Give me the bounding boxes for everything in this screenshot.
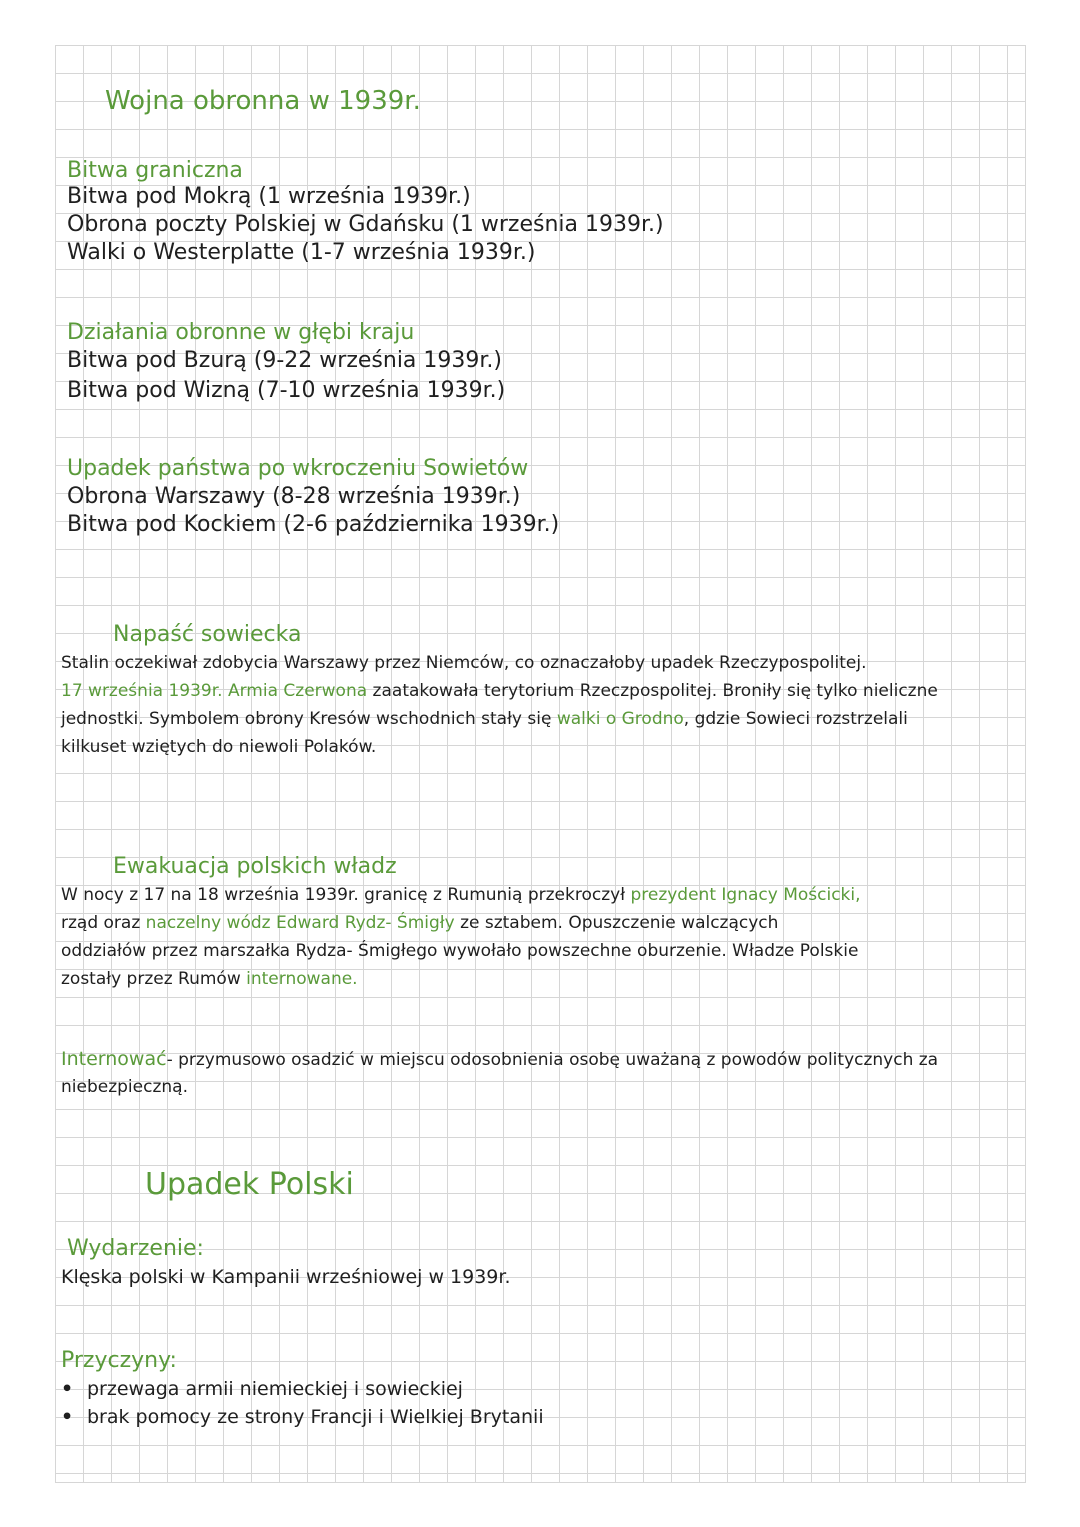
section-title-soviet-invasion: Napaść sowiecka <box>113 622 302 647</box>
list-item-text: brak pomocy ze strony Francji i Wielkiej Brytanii <box>87 1406 544 1428</box>
list-item: Bitwa pod Wizną (7-10 września 1939r.) <box>67 378 506 403</box>
subheading-inland-defense: Działania obronne w głębi kraju <box>67 320 415 345</box>
section-title-evacuation: Ewakuacja polskich władz <box>113 854 397 879</box>
highlight-date-red-army: 17 września 1939r. Armia Czerwona <box>61 681 368 701</box>
highlight-commander: naczelny wódz Edward Rydz- Śmigły <box>145 913 455 933</box>
grid-paper-sheet <box>55 45 1026 1483</box>
list-item: Walki o Westerplatte (1-7 września 1939r.) <box>67 240 536 265</box>
list-item: Bitwa pod Mokrą (1 września 1939r.) <box>67 184 471 209</box>
paragraph-text: W nocy z 17 na 18 września 1939r. granicę z Rumunią przekroczył <box>61 885 631 905</box>
paragraph-text: , gdzie Sowieci rozstrzelali <box>683 709 908 729</box>
section-title-fall-of-poland: Upadek Polski <box>145 1167 354 1202</box>
paragraph-line <box>61 705 908 733</box>
paragraph-text: jednostki. Symbolem obrony Kresów wschodnich stały się <box>61 709 557 729</box>
highlight-president: prezydent Ignacy Mościcki, <box>630 885 861 905</box>
definition-line <box>61 1045 938 1074</box>
list-item <box>61 1403 544 1431</box>
list-item: Obrona Warszawy (8-28 września 1939r.) <box>67 484 521 509</box>
highlight-interned: internowane. <box>246 969 358 989</box>
paragraph-line: oddziałów przez marszałka Rydza- Śmigłego wywołało powszechne oburzenie. Władze Polskie <box>61 941 859 961</box>
subheading-event: Wydarzenie: <box>67 1236 204 1261</box>
bullet-icon: • <box>61 1406 74 1428</box>
paragraph-line <box>61 677 938 705</box>
list-item-text: przewaga armii niemieckiej i sowieckiej <box>87 1378 463 1400</box>
paragraph-line <box>61 909 778 937</box>
paragraph-line: Klęska polski w Kampanii wrześniowej w 1939r. <box>61 1266 511 1288</box>
paragraph-text: ze sztabem. Opuszczenie walczących <box>454 913 779 933</box>
list-item <box>61 1375 463 1403</box>
paragraph-text: zostały przez Rumów <box>61 969 247 989</box>
highlight-grodno: walki o Grodno <box>556 709 684 729</box>
paragraph-line: kilkuset wziętych do niewoli Polaków. <box>61 737 377 757</box>
paragraph-line: Stalin oczekiwał zdobycia Warszawy przez Niemców, co oznaczałoby upadek Rzeczypospolitej. <box>61 653 867 673</box>
subheading-causes: Przyczyny: <box>61 1348 177 1373</box>
definition-term: Internować <box>61 1048 167 1070</box>
subheading-state-collapse: Upadek państwa po wkroczeniu Sowietów <box>67 456 529 481</box>
paragraph-text: zaatakowała terytorium Rzeczpospolitej. Broniły się tylko nieliczne <box>367 681 938 701</box>
paragraph-line <box>61 881 861 909</box>
list-item: Bitwa pod Bzurą (9-22 września 1939r.) <box>67 348 502 373</box>
list-item: Bitwa pod Kockiem (2-6 października 1939r.) <box>67 512 560 537</box>
definition-text: - przymusowo osadzić w miejscu odosobnienia osobę uważaną z powodów politycznych za <box>166 1050 939 1070</box>
definition-line: niebezpieczną. <box>61 1077 188 1097</box>
bullet-icon: • <box>61 1378 74 1400</box>
list-item: Obrona poczty Polskiej w Gdańsku (1 września 1939r.) <box>67 212 664 237</box>
subheading-border-battle: Bitwa graniczna <box>67 158 243 183</box>
paragraph-text: rząd oraz <box>61 913 146 933</box>
paragraph-line <box>61 965 358 993</box>
section-title-defensive-war: Wojna obronna w 1939r. <box>105 86 421 116</box>
